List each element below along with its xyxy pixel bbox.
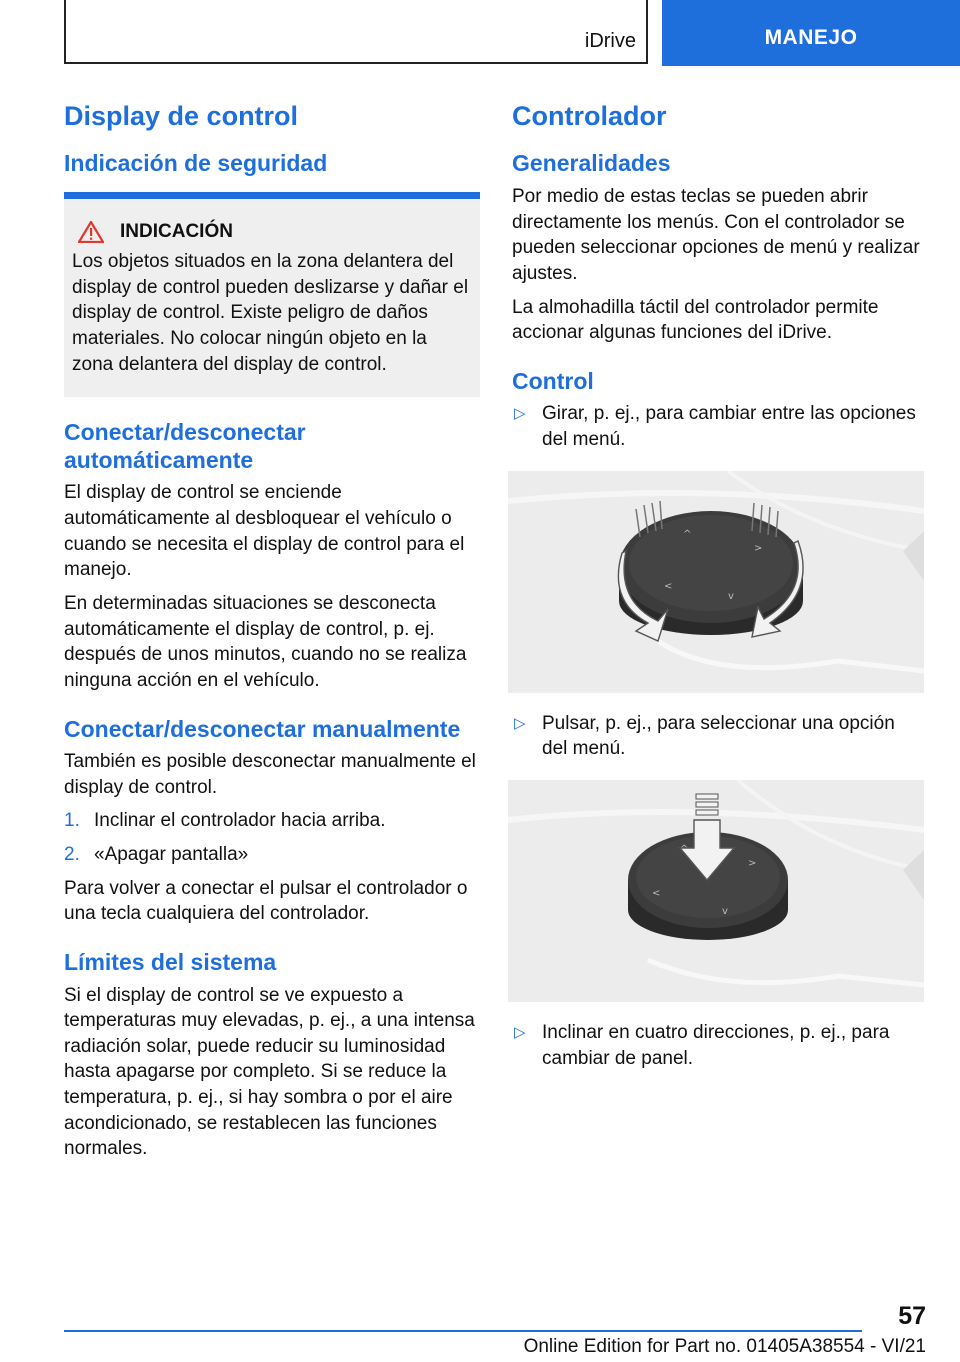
svg-text:^: ^ [683,528,692,540]
bullet-text: Pulsar, p. ej., para seleccionar una opción del menú. [542,712,895,760]
svg-text:>: > [748,857,757,869]
bullet-list-tilt [512,1020,924,1071]
illustration-rotate-controller [508,471,924,693]
heading-auto: Conectar/desconectar automáticamente [64,419,306,473]
controller-press-illustration [508,780,924,1002]
bullet-item [512,711,924,762]
heading-control: Control [512,367,594,394]
svg-text:v: v [728,590,734,602]
step-number: 2. [64,844,80,866]
warning-text: Los objetos situados en la zona delantera del display de control pueden deslizarse y dañar el display de control. Existe peligro de daños materiales. No colocar ningún objeto en la zona delantera del display de control. [72,250,469,375]
footer-edition: Online Edition for Part no. 01405A38554 - VI/21 [523,1336,926,1357]
heading-limits: Límites del sistema [64,948,277,975]
bullet-list-rotate [512,401,924,452]
bullet-text: Girar, p. ej., para cambiar entre las opciones del menú. [542,403,916,451]
illustration-press-controller [508,780,924,1002]
left-column [64,96,480,1170]
header-chapter-tab: MANEJO [662,0,960,66]
step-item [64,842,480,868]
step-number: 1. [64,810,80,832]
right-column [512,96,924,1081]
heading-general: Generalidades [512,150,671,177]
limits-paragraph: Si el display de control se ve expuesto a temperaturas muy elevadas, p. ej., a una intensa radiación solar, puede reducir su luminosidad hasta apagarse por completo. Si se reduce la temperatura, p. ej., si hay sombra o por el aire acondicionado, se restablecen las funciones normales. [64,984,475,1160]
heading-manual: Conectar/desconectar manualmente [64,715,461,742]
step-text: Inclinar el controlador hacia arriba. [94,810,386,832]
bullet-triangle-icon: ▷ [514,1023,526,1041]
manual-paragraph-1: También es posible desconectar manualmente el display de control. [64,751,476,798]
warning-label: INDICACIÓN [120,220,233,242]
warning-box [64,192,480,397]
bullet-text: Inclinar en cuatro direcciones, p. ej., para cambiar de panel. [542,1021,890,1069]
svg-text:v: v [722,905,728,917]
footer-rule [64,1330,862,1332]
auto-paragraph-1: El display de control se enciende automáticamente al desbloquear el vehículo o cuando se necesita el display de control para el manejo. [64,482,465,581]
svg-text:<: < [652,887,661,899]
svg-text:>: > [754,542,763,554]
bullet-item [512,1020,924,1071]
step-text: «Apagar pantalla» [94,844,249,866]
warning-triangle-icon [78,221,104,243]
section-title-controller: Controlador [512,101,667,131]
step-item [64,808,480,834]
controller-rotate-illustration [508,471,924,693]
heading-safety: Indicación de seguridad [64,150,328,177]
bullet-list-press [512,711,924,762]
page-number: 57 [898,1302,926,1330]
general-paragraph-2: La almohadilla táctil del controlador permite accionar algunas funciones del iDrive. [512,296,879,344]
auto-paragraph-2: En determinadas situaciones se desconecta automáticamente el display de control, p. ej. después de unos minutos, cuando no se realiza ninguna acción en el vehículo. [64,592,467,691]
bullet-triangle-icon: ▷ [514,714,526,732]
manual-paragraph-2: Para volver a conectar el pulsar el controlador o una tecla cualquiera del controlador. [64,877,468,925]
svg-text:<: < [664,580,673,592]
header-frame [64,0,648,64]
warning-header [72,221,470,243]
bullet-item [512,401,924,452]
bullet-triangle-icon: ▷ [514,405,526,423]
header-section-title: iDrive [584,30,636,52]
steps-list [64,808,480,867]
section-title-display: Display de control [64,101,299,131]
general-paragraph-1: Por medio de estas teclas se pueden abrir directamente los menús. Con el controlador se pueden seleccionar opciones de menú y realizar ajustes. [512,185,920,284]
